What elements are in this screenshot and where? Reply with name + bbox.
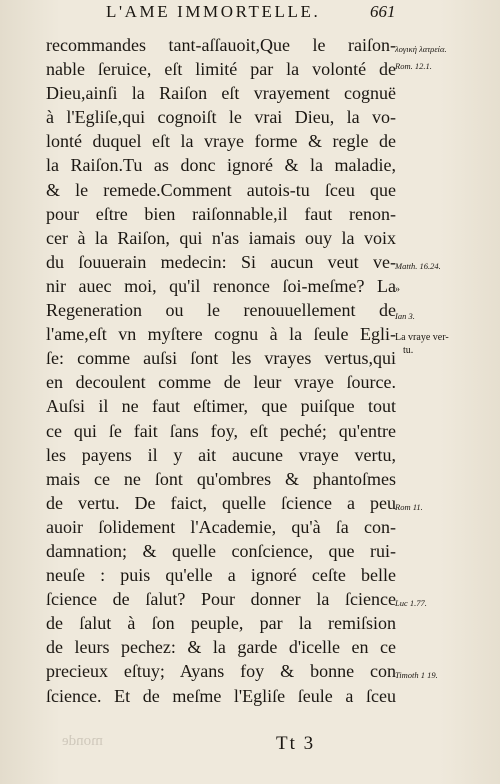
margin-note: Rom. 12.1. bbox=[395, 60, 432, 71]
text-line: & le remede.Comment autois-tu ſceu que bbox=[46, 179, 396, 200]
text-line: du ſouuerain medecin: Si aucun veut ve- bbox=[46, 251, 396, 272]
margin-note: » bbox=[395, 283, 400, 295]
text-line: en decoulent comme de leur vraye ſource. bbox=[46, 372, 396, 393]
text-line: ſe: comme auſsi ſont les vrayes vertus,qui bbox=[46, 348, 396, 369]
text-line: de ſalut à ſon peuple, par la remiſsion bbox=[46, 613, 396, 634]
text-line: de vertu. De faict, quelle ſcience a peu bbox=[46, 492, 396, 513]
text-line: neuſe : puis qu'elle a ignoré ceſte belle bbox=[46, 565, 396, 586]
text-line: cer à la Raiſon, qui n'as iamais ouy la voix bbox=[46, 227, 396, 248]
signature-mark: Tt 3 bbox=[276, 733, 316, 754]
text-line: Regeneration ou le renouuellement de bbox=[46, 300, 396, 321]
text-line: l'ame,eſt vn myſtere cognu à la ſeule Egli- bbox=[46, 324, 396, 345]
margin-note: La vraye ver- bbox=[395, 332, 449, 344]
text-line: mais ce ne ſont qu'ombres & phantoſmes bbox=[46, 468, 396, 489]
margin-note: Timoth 1 19. bbox=[395, 670, 438, 681]
margin-note: Rom 11. bbox=[395, 501, 423, 512]
text-line: les payens il y ait aucune vraye vertu, bbox=[46, 444, 396, 465]
page-number: 661 bbox=[370, 2, 396, 21]
margin-note: λογικὴ λατρεία. bbox=[395, 43, 447, 54]
text-line: lonté duquel eſt la vraye forme & regle de bbox=[46, 131, 396, 152]
text-line: pour eſtre bien raiſonnable,il faut renon- bbox=[46, 203, 396, 224]
text-line: ſcience de ſalut? Pour donner la ſcience bbox=[46, 589, 396, 610]
text-line: la Raiſon.Tu as donc ignoré & la maladie, bbox=[46, 155, 396, 176]
margin-note: Ian 3. bbox=[395, 311, 415, 322]
text-line: auoir ſolidement l'Academie, qu'à ſa con- bbox=[46, 516, 396, 537]
bleed-through-text: monde bbox=[62, 733, 103, 749]
running-head-title: L'AME IMMORTELLE. bbox=[106, 2, 321, 21]
text-line: recommandes tant-aſſauoit,Que le raiſon- bbox=[46, 35, 396, 55]
text-line: à l'Egliſe,qui cognoiſt le vrai Dieu, la vo- bbox=[46, 107, 396, 128]
text-line: nir auec moi, qu'il renonce ſoi-meſme? La bbox=[46, 275, 396, 296]
text-line: damnation; & quelle conſcience, que rui- bbox=[46, 540, 396, 561]
text-line: precieux eſtuy; Ayans foy & bonne con bbox=[46, 661, 396, 682]
margin-note: Luc 1.77. bbox=[395, 598, 427, 609]
body-text bbox=[46, 33, 396, 708]
text-line: ce qui ſe fait ſans foy, eſt peché; qu'entre bbox=[46, 420, 396, 441]
margin-note: tu. bbox=[403, 345, 414, 357]
text-line: Dieu,ainſi la Raiſon eſt vrayement cognuë bbox=[46, 83, 396, 104]
text-line: Auſsi il ne faut eſtimer, que puiſque tout bbox=[46, 396, 396, 417]
text-line: de leurs pechez: & la garde d'icelle en ce bbox=[46, 637, 396, 658]
margin-note: Matth. 16.24. bbox=[395, 260, 441, 271]
text-line: nable ſeruice, eſt limité par la volonté de bbox=[46, 59, 396, 80]
text-line: ſcience. Et de meſme l'Egliſe ſeule a ſceu bbox=[46, 685, 396, 706]
